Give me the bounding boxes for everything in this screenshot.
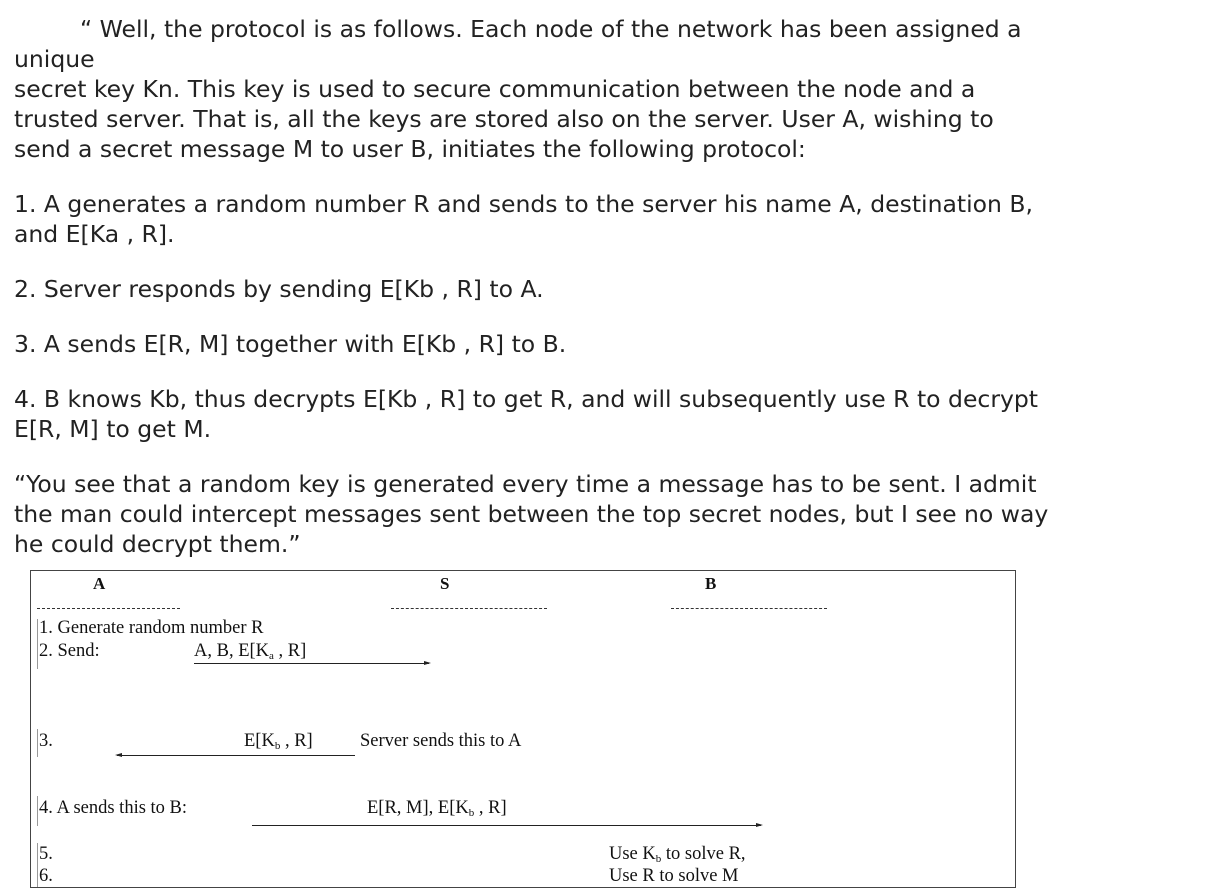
arrow-a-to-b [252,825,761,826]
row3-note: Server sends this to A [360,731,522,751]
row2-message: A, B, $E[K_a$ , R] [194,641,307,662]
header-b: B [705,574,717,593]
row5-note: Use $K_b$ to solve R, [609,844,746,865]
row3-message: $E[K_b$ , R] [244,731,313,752]
row4-label: 4. A sends this to B: [39,798,188,818]
header-s: S [440,574,450,593]
arrow-s-to-a [117,755,355,756]
divider-b [671,608,827,609]
margin-line-1 [37,619,38,669]
arrow-a-to-s [194,663,429,664]
divider-s [391,608,547,609]
intro-first-line: “ Well, the protocol is as follows. Each node of the network has been assigned a unique [14,15,1022,73]
row3-number: 3. [39,731,53,751]
quote-paragraph: “You see that a random key is generated every time a message has to be sent. I admit the man could intercept messages sent between the top secret nodes, but I see no way he could decrypt them.” [14,470,1049,558]
protocol-step-4: 4. B knows Kb, thus decrypts E[Kb , R] to get R, and will subsequently use R to decrypt E[R, M] to get M. [14,385,1039,443]
margin-line-4 [37,843,38,887]
margin-line-2 [37,729,38,757]
row1-text: 1. Generate random number R [39,618,264,638]
protocol-step-3: 3. A sends E[R, M] together with E[Kb , R] to B. [14,330,567,358]
row2-label: 2. Send: [39,641,100,661]
row6-number: 6. [39,866,53,886]
row4-message: E[R, M], $E[K_b$ , R] [367,798,507,819]
row6-note: Use R to solve M [609,866,739,886]
row5-number: 5. [39,844,53,864]
margin-line-3 [37,796,38,826]
protocol-step-2: 2. Server responds by sending E[Kb , R] to A. [14,275,544,303]
protocol-step-1: 1. A generates a random number R and sends to the server his name A, destination B, and E[Ka , R]. [14,190,1033,248]
header-a: A [93,574,106,593]
protocol-diagram [30,570,1016,888]
divider-a [37,608,180,609]
intro-paragraph [14,14,1054,164]
intro-rest: secret key Kn. This key is used to secure communication between the node and a trusted server. That is, all the keys are stored also on the server. User A, wishing to send a secret message M to user B, initiates the following protocol: [14,75,994,163]
